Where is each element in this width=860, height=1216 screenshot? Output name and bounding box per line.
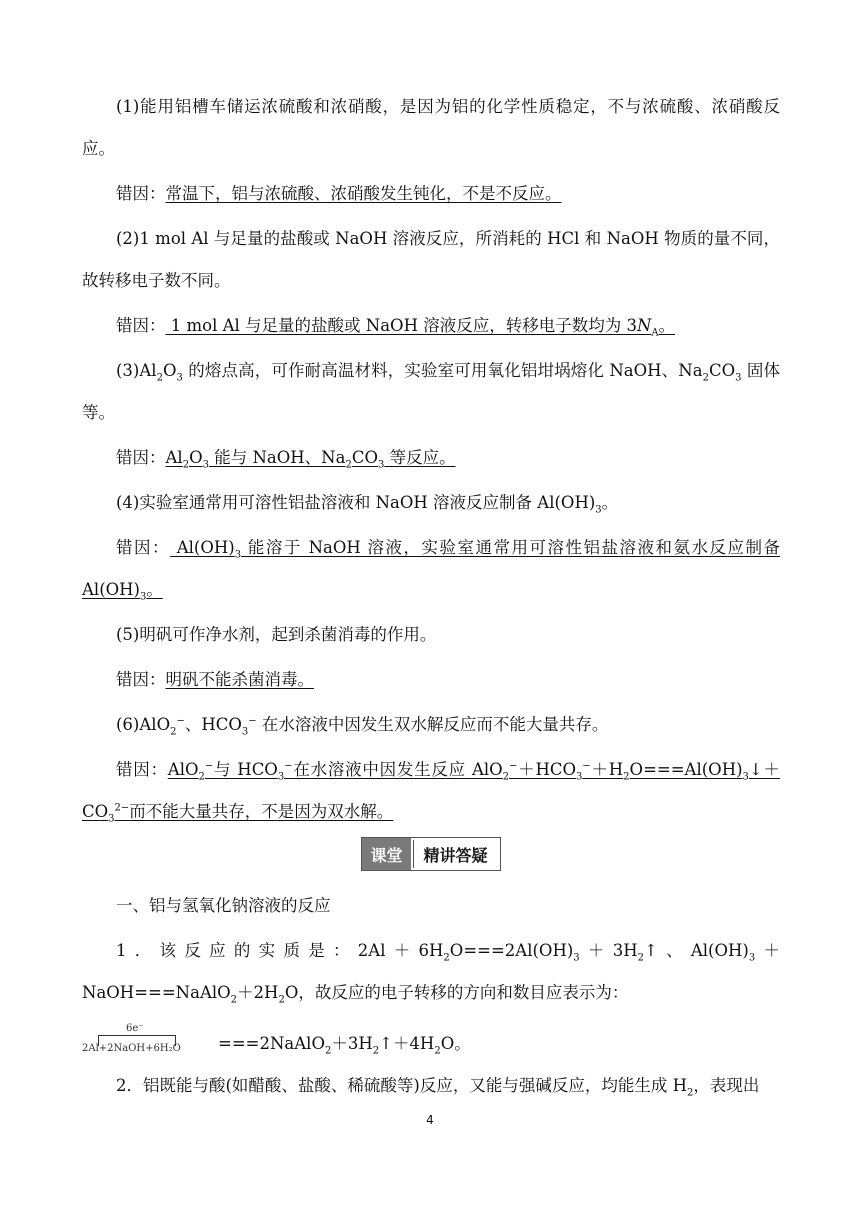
page-number: 4 <box>426 1113 434 1127</box>
document-page <box>82 86 780 1110</box>
badge-right: 精讲答疑 <box>413 840 498 868</box>
item-1-answer: 常温下，铝与浓硫酸、浓硝酸发生钝化，不是不反应。 <box>165 184 562 203</box>
item-6-reason: 错因：AlO$_2$−与 $HCO_3^-$在水溶液中因发生反应 $AlO_2^-+HCO_3^-+H_2O===Al(OH)_3↓+CO_3^{2-}$而不能大量共存，不是因为双水解。 <box>82 760 781 825</box>
item-1-reason: 错因：常温下，铝与浓硫酸、浓硝酸发生钝化，不是不反应。 <box>116 184 562 203</box>
item-3-statement: $(3)Al_2O_3$ 的熔点高，可作耐高温材料，实验室可用氧化铝坩埚熔化 NaOH、$Na_2CO_3$ 固体等。 <box>82 361 780 422</box>
item-3-answer: $Al_2O_3$ 能与 NaOH、$Na_2CO_3$ 等反应。 <box>165 448 456 471</box>
electron-transfer-diagram <box>82 1021 210 1065</box>
item-5-reason: 错因：明矾不能杀菌消毒。 <box>116 670 314 689</box>
products-formula: $===2NaAlO_2+3H_2↑+4H_2O$。 <box>218 1034 471 1057</box>
item-6-answer: AlO$_2$−与 $HCO_3^-$在水溶液中因发生反应 $AlO_2^-+HCO_3^-+H_2O===Al(OH)_3↓+CO_3^{2-}$而不能大量共存，不是因为双水解。 <box>82 760 781 825</box>
item-4-reason: 错因： $Al(OH)_3$ 能溶于 NaOH 溶液，实验室通常用可溶性铝盐溶液和氨水反应制备 $Al(OH)_3$。 <box>82 538 780 603</box>
item-3-reason: 错因：$Al_2O_3$ 能与 NaOH、$Na_2CO_3$ 等反应。 <box>116 448 456 471</box>
section-title: 一、铝与氢氧化钠溶液的反应 <box>116 896 331 915</box>
item-4-answer: $Al(OH)_3$ 能溶于 NaOH 溶液，实验室通常用可溶性铝盐溶液和氨水反应制备 $Al(OH)_3$。 <box>82 538 780 603</box>
section-badge <box>82 837 780 877</box>
item-4-statement: (4)实验室通常用可溶性铝盐溶液和 NaOH 溶液反应制备 $Al(OH)_3$。 <box>116 493 619 516</box>
reactants-formula: 2Al+2NaOH+6H₂O <box>82 1043 181 1054</box>
point-1: 1．该反应的实质是：$2Al+6H_2O===2Al(OH)_3+3H_2↑$、$Al(OH)_3+NaOH===NaAlO_2+2H_2O$，故反应的电子转移的方向和数目应表示为： <box>82 941 781 1006</box>
item-6-statement: (6)AlO$_2$−、$HCO_3^-$ 在水溶液中因发生双水解反应而不能大量共存。 <box>116 715 609 738</box>
badge-left: 课堂 <box>362 838 410 870</box>
electron-transfer-equation <box>82 1017 780 1065</box>
item-5-answer: 明矾不能杀菌消毒。 <box>165 670 314 689</box>
electron-count-label: 6e⁻ <box>126 1023 144 1034</box>
item-2-reason: 错因： 1 mol Al 与足量的盐酸或 NaOH 溶液反应，转移电子数均为 $3N_A$。 <box>116 316 676 339</box>
point-2: 2．铝既能与酸(如醋酸、盐酸、稀硫酸等)反应，又能与强碱反应，均能生成 $H_2$，表现出 <box>116 1076 760 1099</box>
item-2-statement: (2)1 mol Al 与足量的盐酸或 NaOH 溶液反应，所消耗的 HCl 和 NaOH 物质的量不同，故转移电子数不同。 <box>82 229 780 290</box>
item-2-answer: 1 mol Al 与足量的盐酸或 NaOH 溶液反应，转移电子数均为 $3N_A$。 <box>165 316 676 339</box>
item-5-statement: (5)明矾可作净水剂，起到杀菌消毒的作用。 <box>116 625 437 644</box>
item-1-statement: (1)能用铝槽车储运浓硫酸和浓硝酸，是因为铝的化学性质稳定，不与浓硫酸、浓硝酸反应。 <box>82 97 780 158</box>
